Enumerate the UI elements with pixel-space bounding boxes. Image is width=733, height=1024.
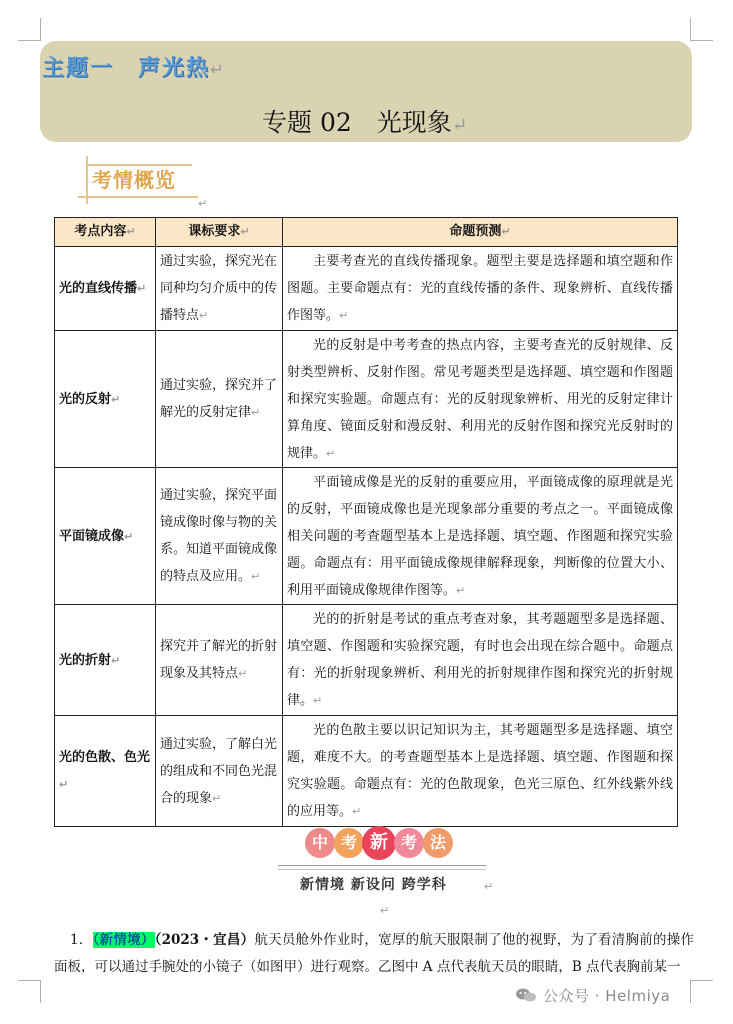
badge-divider [278, 869, 486, 870]
requirement-cell: 通过实验，了解白光的组成和不同色光混合的现象↵ [156, 716, 283, 827]
crop-mark-top-left [18, 18, 41, 41]
badge-char: 考 [394, 828, 424, 858]
requirement-cell: 通过实验，探究光在同种均匀介质中的传播特点↵ [156, 247, 283, 331]
header-requirement: 课标要求↵ [156, 218, 283, 247]
theme-title [42, 51, 226, 82]
theme-title-text: 主题一 声光热 [42, 56, 211, 81]
badge-divider [278, 865, 486, 866]
badge-char: 法 [423, 828, 453, 858]
wechat-icon [515, 987, 537, 1003]
question-source: （2023・宜昌） [154, 932, 255, 948]
table-row [55, 716, 678, 827]
prediction-cell: 平面镜成像是光的反射的重要应用，平面镜成像的原理就是光的反射，平面镜成像也是光现象部分重要的考点之一。平面镜成像相关问题的考查题型基本上是选择题、填空题、作图题和探究实验题。命题点有：用平面镜成像规律解释现象，判断像的位置大小、利用平面镜成像规律作图等。↵ [283, 468, 678, 605]
requirement-cell: 探究并了解光的折射现象及其特点↵ [156, 605, 283, 716]
overview-title: 考情概览 [92, 168, 176, 192]
topic-title [262, 103, 467, 139]
table-row [55, 468, 678, 605]
topic-cell: 平面镜成像↵ [55, 468, 156, 605]
badge-char: 考 [334, 828, 364, 858]
question-text: 航天员舱外作业时，宽厚的航天服限制了他的视野，为了看清胸前的操作面板，可以通过手腕处的小镜子（如图甲）进行观察。乙图中 A 点代表航天员的眼睛，B 点代表胸前某一 [54, 932, 695, 975]
crop-mark-bottom-right [690, 980, 713, 1003]
return-mark: ↵ [210, 60, 226, 79]
overview-underline [78, 196, 198, 198]
prediction-cell: 光的的折射是考试的重点考查对象，其考题题型多是选择题、填空题、作图题和实验探究题，有时也会出现在综合题中。命题点有：光的折射现象辨析、利用光的折射规律作图和探究光的折射规律。↵ [283, 605, 678, 716]
badge-char: 新 [362, 826, 396, 860]
topic-cell: 光的色散、色光↵ [55, 716, 156, 827]
overview-heading [78, 156, 198, 206]
question-number: 1． [70, 932, 93, 948]
question-1 [54, 927, 694, 981]
header-prediction: 命题预测↵ [283, 218, 678, 247]
exam-overview-table [54, 217, 678, 827]
prediction-cell: 光的反射是中考考查的热点内容，主要考查光的反射规律、反射类型辨析、反射作图。常见考题类型是选择题、填空题和作图题和探究实验题。命题点有：光的反射现象辨析、用光的反射定律计算角度、镜面反射和漫反射、利用光的反射作图和探究光反射时的规律。↵ [283, 331, 678, 468]
question-tag: （新情境） [92, 932, 155, 948]
table-header-row [55, 218, 678, 247]
return-mark: ↵ [380, 904, 390, 917]
topic-cell: 光的反射↵ [55, 331, 156, 468]
table-row [55, 331, 678, 468]
header-topic: 考点内容↵ [55, 218, 156, 247]
prediction-cell: 主要考查光的直线传播现象。题型主要是选择题和填空题和作图题。主要命题点有：光的直线传播的条件、现象辨析、直线传播作图等。↵ [283, 247, 678, 331]
watermark [515, 985, 670, 1006]
watermark-text: 公众号 · Helmiya [543, 987, 671, 1005]
exam-new-method-badge [305, 828, 455, 860]
topic-cell: 光的折射↵ [55, 605, 156, 716]
return-mark: ↵ [484, 880, 494, 893]
return-mark: ↵ [451, 115, 468, 136]
table-row [55, 605, 678, 716]
badge-char: 中 [305, 828, 335, 858]
prediction-cell: 光的色散主要以识记知识为主，其考题题型多是选择题、填空题，难度不大。的考查题型基本上是选择题、填空题、作图题和探究实验题。命题点有：光的色散现象，色光三原色、红外线紫外线的应用等。↵ [283, 716, 678, 827]
table-row [55, 247, 678, 331]
topic-title-text: 专题 02 光现象 [262, 108, 452, 137]
crop-mark-bottom-left [18, 980, 41, 1003]
return-mark: ↵ [198, 197, 208, 210]
requirement-cell: 通过实验，探究平面镜成像时像与物的关系。知道平面镜成像的特点及应用。↵ [156, 468, 283, 605]
requirement-cell: 通过实验，探究并了解光的反射定律↵ [156, 331, 283, 468]
topic-cell: 光的直线传播↵ [55, 247, 156, 331]
crop-mark-top-right [690, 18, 713, 41]
badge-subtitle: 新情境 新设问 跨学科 [300, 877, 447, 893]
